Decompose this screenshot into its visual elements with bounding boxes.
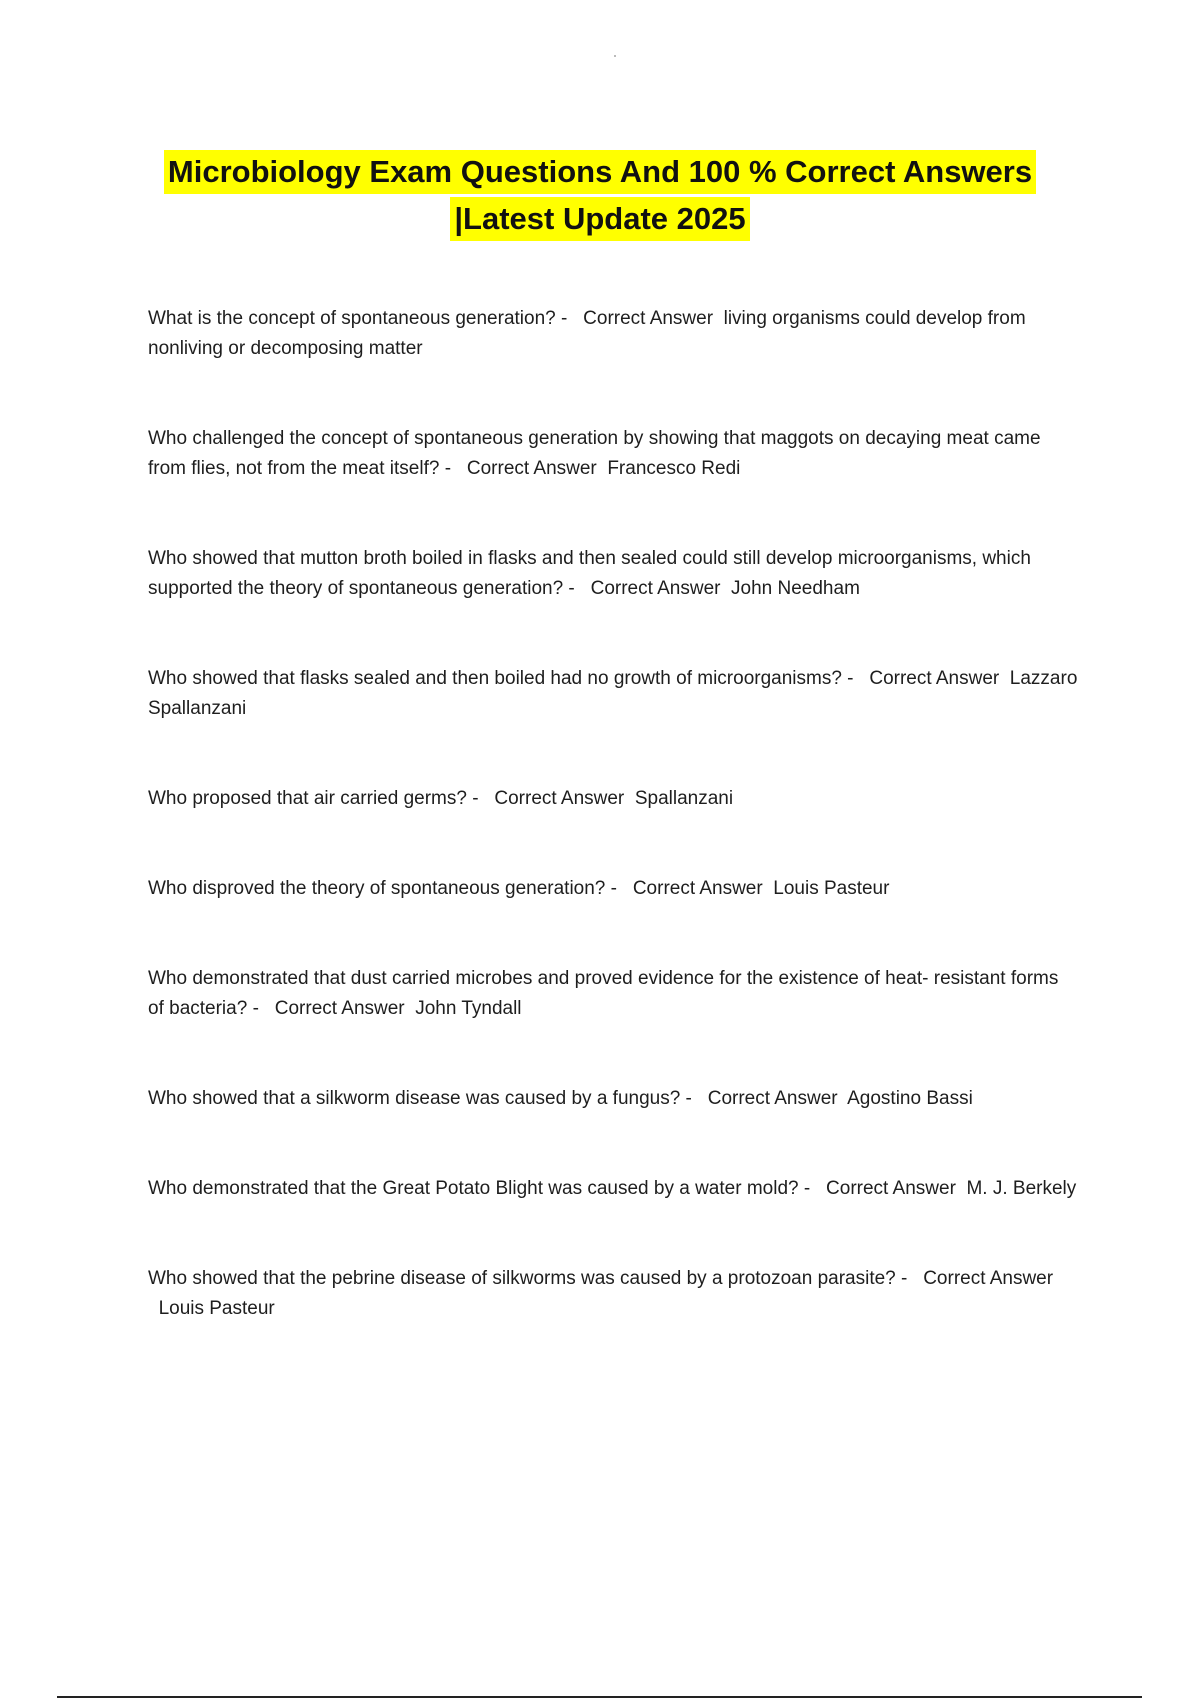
answer-text: Francesco Redi: [607, 458, 741, 479]
question-text: Who showed that a silkworm disease was caused by a fungus? -: [148, 1088, 692, 1109]
question-text: Who showed that the pebrine disease of silkworms was caused by a protozoan parasite? -: [148, 1268, 908, 1289]
qa-item-9: [148, 1174, 1078, 1204]
answer-text: John Needham: [731, 578, 860, 599]
answer-marker: Correct Answer: [826, 1178, 956, 1199]
qa-item-8: [148, 1084, 1078, 1114]
answer-text: living organisms could develop from nonliving or decomposing matter: [148, 308, 1026, 359]
footer-rule: [57, 1696, 1142, 1698]
question-text: Who challenged the concept of spontaneous generation by showing that maggots on decaying meat came from flies, not from the meat itself? -: [148, 428, 1041, 479]
qa-item-4: [148, 664, 1078, 724]
answer-marker: Correct Answer: [274, 998, 405, 1019]
title-line-1: Microbiology Exam Questions And 100 % Correct Answers: [164, 150, 1036, 194]
answer-marker: Correct Answer: [923, 1268, 1054, 1289]
question-text: Who demonstrated that the Great Potato Blight was caused by a water mold? -: [148, 1178, 811, 1199]
qa-item-1: [148, 304, 1078, 364]
answer-text: John Tyndall: [415, 998, 522, 1019]
answer-text: Spallanzani: [634, 788, 734, 809]
answer-text: Louis Pasteur: [773, 878, 890, 899]
question-text: What is the concept of spontaneous generation? -: [148, 308, 568, 329]
answer-text: M. J. Berkely: [966, 1178, 1077, 1199]
qa-item-5: [148, 784, 1078, 814]
question-text: Who demonstrated that dust carried microbes and proved evidence for the existence of heat- resistant forms of bacteria? -: [148, 968, 1059, 1019]
answer-marker: Correct Answer: [632, 878, 763, 899]
question-text: Who proposed that air carried germs? -: [148, 788, 479, 809]
document-title: [0, 150, 1200, 244]
answer-marker: Correct Answer: [707, 1088, 838, 1109]
answer-marker: Correct Answer: [869, 668, 1000, 689]
question-text: Who disproved the theory of spontaneous generation? -: [148, 878, 617, 899]
qa-item-3: [148, 544, 1078, 604]
question-text: Who showed that mutton broth boiled in flasks and then sealed could still develop microorganisms, which supported the theory of spontaneous generation? -: [148, 548, 1031, 599]
answer-marker: Correct Answer: [466, 458, 597, 479]
answer-text: Lazzaro Spallanzani: [148, 668, 1078, 719]
answer-marker: Correct Answer: [583, 308, 714, 329]
question-text: Who showed that flasks sealed and then boiled had no growth of microorganisms? -: [148, 668, 854, 689]
scan-dot: [614, 55, 616, 57]
answer-text: Agostino Bassi: [847, 1088, 973, 1109]
qa-item-2: [148, 424, 1078, 484]
qa-item-7: [148, 964, 1078, 1024]
answer-text: Louis Pasteur: [158, 1298, 275, 1319]
qa-list: [148, 304, 1078, 1324]
qa-item-6: [148, 874, 1078, 904]
title-line-2: |Latest Update 2025: [450, 197, 749, 241]
answer-marker: Correct Answer: [590, 578, 721, 599]
answer-marker: Correct Answer: [494, 788, 625, 809]
qa-item-10: [148, 1264, 1078, 1324]
